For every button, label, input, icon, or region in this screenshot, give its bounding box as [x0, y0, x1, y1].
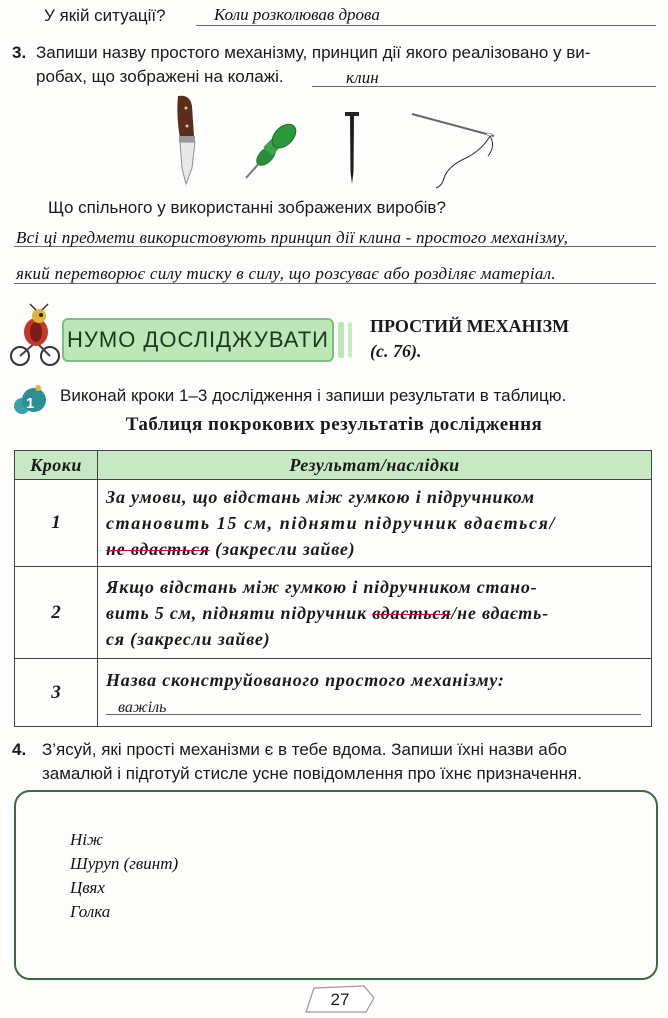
task3-question2: Що спільного у використанні зображених виробів? [48, 198, 446, 217]
task3-answer2-line2: який перетворює силу тиску в силу, що розсуває або розділяє матеріал. [16, 264, 556, 283]
section-ref: (с. 76). [370, 341, 422, 361]
nail-icon [344, 110, 360, 186]
row1-line2: становить 15 см, підняти підручник вдається/ [106, 513, 557, 533]
row1-result [98, 480, 652, 567]
answer-line [106, 714, 641, 715]
row2-struck-option: вдається [372, 602, 452, 623]
row3-step: 3 [15, 659, 98, 727]
row2-line2 [106, 600, 645, 626]
row3-answer-wrap [106, 693, 645, 719]
banner-stripe [348, 322, 352, 358]
knife-icon [168, 92, 208, 188]
section-banner-label: НУМО ДОСЛІДЖУВАТИ [67, 327, 329, 352]
table-header-row [15, 451, 652, 480]
task4-answer-box [14, 790, 658, 980]
table-row [15, 659, 652, 727]
row3-result [98, 659, 652, 727]
section-banner [62, 318, 334, 362]
task3-number: 3. [12, 43, 27, 62]
row2-line2-b: /не вдаєть- [451, 602, 549, 623]
row2-result [98, 567, 652, 659]
task4-answer-3: Цвях [70, 878, 105, 897]
row2-line2-a: вить 5 см, підняти підручник [106, 602, 373, 623]
task1-number: 1 [26, 395, 35, 412]
table-row [15, 567, 652, 659]
header-steps: Кроки [15, 451, 98, 480]
task4-answer-1: Ніж [70, 830, 103, 849]
table-row [15, 480, 652, 567]
row1-line3 [106, 536, 645, 562]
row1-line1: За умови, що відстань між гумкою і підручником [106, 487, 535, 507]
task4-answer-2: Шуруп (гвинт) [70, 854, 179, 873]
banner-stripe [338, 322, 344, 358]
section-title: ПРОСТИЙ МЕХАНІЗМ [370, 316, 570, 336]
task3-answer: клин [346, 68, 379, 87]
table-caption: Таблиця покрокових результатів дослідження [125, 414, 543, 435]
row3-line1: Назва сконструйованого простого механізму: [106, 669, 505, 690]
task4-text-line1: З’ясуй, які прості механізми є в тебе вдома. Запиши їхні назви або [42, 740, 567, 759]
row2-line1: Якщо відстань між гумкою і підручником стано- [106, 576, 538, 597]
answer-line [196, 25, 656, 26]
row1-struck-option: не вдається [106, 539, 210, 559]
page-number: 27 [330, 990, 350, 1009]
task4-text-line2: замалюй і підготуй стисле усне повідомлення про їхнє призначення. [42, 764, 582, 783]
row1-line3-rest: (закресли зайве) [209, 539, 356, 559]
header-result: Результат/наслідки [98, 451, 652, 480]
row3-answer: важіль [118, 698, 167, 716]
question-situation: У якій ситуації? [44, 6, 166, 25]
results-table [14, 450, 652, 727]
task4-number: 4. [12, 740, 27, 759]
bug-on-bike-icon [6, 302, 66, 368]
task4-answer-4: Голка [70, 902, 111, 921]
row2-line3: ся (закресли зайве) [106, 628, 271, 649]
task3-text-line1: Запиши назву простого механізму, принцип дії якого реалізовано у ви- [36, 43, 591, 62]
row1-step: 1 [15, 480, 98, 567]
task3-answer2-line1: Всі ці предмети використовують принцип дії клина - простого механізму, [16, 228, 569, 247]
task1-text: Виконай кроки 1–3 дослідження і запиши результати в таблицю. [60, 386, 567, 405]
push-pin-icon [240, 118, 304, 182]
task3-text-line2: робах, що зображені на колажі. [36, 67, 284, 86]
answer-situation: Коли розколював дрова [214, 5, 380, 24]
row2-step: 2 [15, 567, 98, 659]
needle-thread-icon [404, 106, 500, 190]
